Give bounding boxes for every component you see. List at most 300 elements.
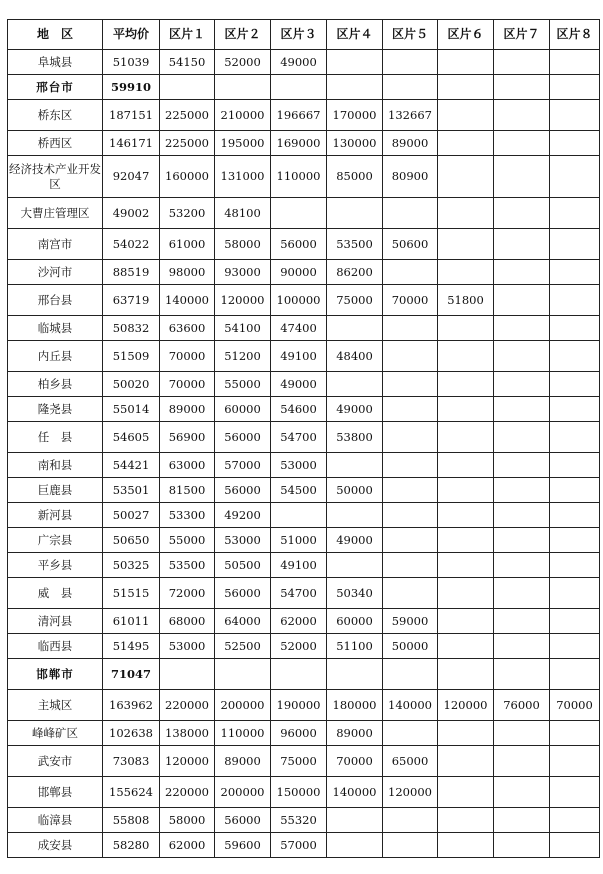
zone-2-cell: 49200: [215, 503, 271, 528]
zone-8-cell: [550, 478, 600, 503]
zone-1-cell: 55000: [160, 528, 215, 553]
zone-4-cell: [327, 503, 383, 528]
header-region: 地 区: [8, 20, 103, 50]
zone-2-cell: 200000: [215, 690, 271, 721]
zone-3-cell: 54700: [271, 422, 327, 453]
zone-2-cell: 56000: [215, 578, 271, 609]
zone-3-cell: 90000: [271, 260, 327, 285]
zone-4-cell: [327, 316, 383, 341]
zone-7-cell: [494, 721, 550, 746]
zone-3-cell: [271, 659, 327, 690]
zone-2-cell: 55000: [215, 372, 271, 397]
table-row: [8, 229, 600, 260]
zone-3-cell: 169000: [271, 131, 327, 156]
zone-8-cell: [550, 50, 600, 75]
zone-3-cell: [271, 503, 327, 528]
table-row: [8, 634, 600, 659]
zone-1-cell: 53000: [160, 634, 215, 659]
zone-7-cell: [494, 260, 550, 285]
table-row: [8, 690, 600, 721]
zone-4-cell: 70000: [327, 746, 383, 777]
average-price-cell: 50650: [103, 528, 160, 553]
zone-1-cell: 56900: [160, 422, 215, 453]
zone-4-cell: 140000: [327, 777, 383, 808]
zone-1-cell: 53500: [160, 553, 215, 578]
zone-7-cell: [494, 453, 550, 478]
table-row: [8, 746, 600, 777]
region-cell: 武安市: [8, 746, 103, 777]
zone-4-cell: 170000: [327, 100, 383, 131]
zone-1-cell: 72000: [160, 578, 215, 609]
zone-7-cell: [494, 156, 550, 198]
zone-5-cell: [383, 316, 438, 341]
zone-8-cell: [550, 100, 600, 131]
zone-5-cell: [383, 50, 438, 75]
zone-3-cell: [271, 198, 327, 229]
zone-4-cell: 85000: [327, 156, 383, 198]
zone-3-cell: 62000: [271, 609, 327, 634]
table-row: [8, 422, 600, 453]
zone-4-cell: [327, 453, 383, 478]
zone-4-cell: 75000: [327, 285, 383, 316]
average-price-cell: 59910: [103, 75, 160, 100]
zone-1-cell: 140000: [160, 285, 215, 316]
zone-3-cell: 49000: [271, 372, 327, 397]
zone-2-cell: 59600: [215, 833, 271, 858]
zone-1-cell: 62000: [160, 833, 215, 858]
zone-2-cell: 60000: [215, 397, 271, 422]
zone-1-cell: 120000: [160, 746, 215, 777]
zone-5-cell: [383, 397, 438, 422]
zone-6-cell: [438, 422, 494, 453]
zone-7-cell: [494, 634, 550, 659]
zone-5-cell: [383, 341, 438, 372]
region-cell: 阜城县: [8, 50, 103, 75]
zone-6-cell: [438, 198, 494, 229]
average-price-cell: 54022: [103, 229, 160, 260]
zone-5-cell: 65000: [383, 746, 438, 777]
average-price-cell: 146171: [103, 131, 160, 156]
zone-2-cell: 58000: [215, 229, 271, 260]
average-price-cell: 155624: [103, 777, 160, 808]
header-zone-2: 区片２: [215, 20, 271, 50]
table-row: [8, 131, 600, 156]
zone-4-cell: [327, 833, 383, 858]
header-zone-4: 区片４: [327, 20, 383, 50]
zone-6-cell: [438, 609, 494, 634]
zone-7-cell: [494, 131, 550, 156]
zone-5-cell: 120000: [383, 777, 438, 808]
zone-4-cell: [327, 50, 383, 75]
zone-4-cell: 53800: [327, 422, 383, 453]
zone-4-cell: [327, 75, 383, 100]
zone-8-cell: [550, 659, 600, 690]
zone-5-cell: [383, 198, 438, 229]
average-price-cell: 55808: [103, 808, 160, 833]
zone-6-cell: [438, 777, 494, 808]
zone-7-cell: 76000: [494, 690, 550, 721]
average-price-cell: 54605: [103, 422, 160, 453]
zone-7-cell: [494, 397, 550, 422]
zone-7-cell: [494, 553, 550, 578]
zone-3-cell: 52000: [271, 634, 327, 659]
table-row: [8, 198, 600, 229]
average-price-cell: 58280: [103, 833, 160, 858]
zone-2-cell: 57000: [215, 453, 271, 478]
zone-3-cell: 54600: [271, 397, 327, 422]
zone-1-cell: 70000: [160, 341, 215, 372]
zone-5-cell: [383, 478, 438, 503]
zone-7-cell: [494, 198, 550, 229]
region-cell: 邢台县: [8, 285, 103, 316]
average-price-cell: 88519: [103, 260, 160, 285]
zone-2-cell: 93000: [215, 260, 271, 285]
table-row: [8, 156, 600, 198]
zone-5-cell: [383, 528, 438, 553]
zone-4-cell: 50340: [327, 578, 383, 609]
zone-4-cell: 60000: [327, 609, 383, 634]
zone-6-cell: [438, 229, 494, 260]
zone-4-cell: [327, 372, 383, 397]
zone-2-cell: 56000: [215, 422, 271, 453]
zone-3-cell: 54500: [271, 478, 327, 503]
region-cell: 主城区: [8, 690, 103, 721]
zone-5-cell: [383, 659, 438, 690]
zone-5-cell: [383, 553, 438, 578]
zone-3-cell: 100000: [271, 285, 327, 316]
zone-1-cell: 138000: [160, 721, 215, 746]
zone-1-cell: 63000: [160, 453, 215, 478]
region-cell: 南宫市: [8, 229, 103, 260]
zone-7-cell: [494, 746, 550, 777]
zone-6-cell: [438, 578, 494, 609]
zone-6-cell: [438, 453, 494, 478]
zone-6-cell: [438, 260, 494, 285]
zone-2-cell: 52000: [215, 50, 271, 75]
zone-4-cell: [327, 553, 383, 578]
zone-6-cell: [438, 746, 494, 777]
zone-1-cell: 53200: [160, 198, 215, 229]
region-cell: 邢台市: [8, 75, 103, 100]
average-price-cell: 51495: [103, 634, 160, 659]
table-row: [8, 777, 600, 808]
zone-5-cell: [383, 503, 438, 528]
zone-4-cell: 51100: [327, 634, 383, 659]
zone-1-cell: [160, 75, 215, 100]
zone-6-cell: [438, 833, 494, 858]
zone-4-cell: 48400: [327, 341, 383, 372]
zone-8-cell: [550, 372, 600, 397]
region-cell: 桥东区: [8, 100, 103, 131]
table-row: [8, 808, 600, 833]
zone-1-cell: 63600: [160, 316, 215, 341]
zone-8-cell: [550, 422, 600, 453]
zone-8-cell: [550, 553, 600, 578]
header-zone-7: 区片７: [494, 20, 550, 50]
zone-5-cell: 70000: [383, 285, 438, 316]
zone-2-cell: 89000: [215, 746, 271, 777]
region-cell: 广宗县: [8, 528, 103, 553]
zone-3-cell: 49000: [271, 50, 327, 75]
zone-7-cell: [494, 659, 550, 690]
zone-8-cell: [550, 503, 600, 528]
average-price-cell: 55014: [103, 397, 160, 422]
region-cell: 南和县: [8, 453, 103, 478]
zone-6-cell: [438, 397, 494, 422]
zone-8-cell: [550, 131, 600, 156]
zone-6-cell: [438, 131, 494, 156]
zone-2-cell: [215, 75, 271, 100]
zone-8-cell: [550, 777, 600, 808]
zone-8-cell: [550, 229, 600, 260]
zone-8-cell: [550, 75, 600, 100]
region-cell: 成安县: [8, 833, 103, 858]
zone-5-cell: 89000: [383, 131, 438, 156]
average-price-cell: 71047: [103, 659, 160, 690]
region-cell: 临漳县: [8, 808, 103, 833]
zone-6-cell: [438, 721, 494, 746]
zone-4-cell: 49000: [327, 397, 383, 422]
zone-1-cell: 58000: [160, 808, 215, 833]
zone-5-cell: [383, 453, 438, 478]
zone-1-cell: 68000: [160, 609, 215, 634]
table-row: [8, 553, 600, 578]
zone-3-cell: 53000: [271, 453, 327, 478]
zone-3-cell: 49100: [271, 341, 327, 372]
zone-6-cell: 51800: [438, 285, 494, 316]
zone-5-cell: [383, 372, 438, 397]
average-price-cell: 50020: [103, 372, 160, 397]
zone-7-cell: [494, 777, 550, 808]
zone-3-cell: 75000: [271, 746, 327, 777]
average-price-cell: 54421: [103, 453, 160, 478]
header-zone-3: 区片３: [271, 20, 327, 50]
zone-2-cell: 51200: [215, 341, 271, 372]
zone-3-cell: 190000: [271, 690, 327, 721]
region-cell: 任 县: [8, 422, 103, 453]
average-price-cell: 50832: [103, 316, 160, 341]
zone-5-cell: 140000: [383, 690, 438, 721]
zone-4-cell: 86200: [327, 260, 383, 285]
zone-6-cell: 120000: [438, 690, 494, 721]
zone-6-cell: [438, 75, 494, 100]
average-price-cell: 49002: [103, 198, 160, 229]
region-cell: 巨鹿县: [8, 478, 103, 503]
zone-5-cell: [383, 578, 438, 609]
zone-4-cell: 49000: [327, 528, 383, 553]
zone-1-cell: 225000: [160, 131, 215, 156]
zone-8-cell: [550, 634, 600, 659]
table-row: [8, 316, 600, 341]
table-row: [8, 453, 600, 478]
zone-6-cell: [438, 659, 494, 690]
land-price-table: [7, 19, 600, 858]
zone-2-cell: 210000: [215, 100, 271, 131]
zone-5-cell: [383, 808, 438, 833]
average-price-cell: 50325: [103, 553, 160, 578]
zone-8-cell: [550, 746, 600, 777]
region-cell: 峰峰矿区: [8, 721, 103, 746]
zone-1-cell: 220000: [160, 690, 215, 721]
zone-1-cell: 61000: [160, 229, 215, 260]
zone-5-cell: [383, 721, 438, 746]
zone-3-cell: 51000: [271, 528, 327, 553]
zone-2-cell: 56000: [215, 478, 271, 503]
zone-2-cell: 120000: [215, 285, 271, 316]
zone-6-cell: [438, 341, 494, 372]
city-row: [8, 659, 600, 690]
zone-6-cell: [438, 316, 494, 341]
zone-1-cell: 81500: [160, 478, 215, 503]
zone-7-cell: [494, 316, 550, 341]
zone-3-cell: 57000: [271, 833, 327, 858]
average-price-cell: 187151: [103, 100, 160, 131]
zone-7-cell: [494, 808, 550, 833]
average-price-cell: 92047: [103, 156, 160, 198]
region-cell: 隆尧县: [8, 397, 103, 422]
zone-7-cell: [494, 229, 550, 260]
zone-3-cell: 150000: [271, 777, 327, 808]
zone-1-cell: 98000: [160, 260, 215, 285]
zone-5-cell: 59000: [383, 609, 438, 634]
zone-2-cell: 56000: [215, 808, 271, 833]
header-average-price: 平均价: [103, 20, 160, 50]
zone-4-cell: 50000: [327, 478, 383, 503]
zone-8-cell: [550, 397, 600, 422]
table-row: [8, 833, 600, 858]
zone-6-cell: [438, 478, 494, 503]
header-row: [8, 20, 600, 50]
zone-7-cell: [494, 100, 550, 131]
table-row: [8, 50, 600, 75]
zone-1-cell: [160, 659, 215, 690]
average-price-cell: 51509: [103, 341, 160, 372]
zone-6-cell: [438, 100, 494, 131]
table-row: [8, 397, 600, 422]
zone-3-cell: 56000: [271, 229, 327, 260]
zone-4-cell: 53500: [327, 229, 383, 260]
zone-7-cell: [494, 285, 550, 316]
average-price-cell: 61011: [103, 609, 160, 634]
zone-1-cell: 220000: [160, 777, 215, 808]
zone-8-cell: [550, 528, 600, 553]
zone-7-cell: [494, 609, 550, 634]
zone-8-cell: 70000: [550, 690, 600, 721]
zone-2-cell: 50500: [215, 553, 271, 578]
zone-6-cell: [438, 503, 494, 528]
region-cell: 柏乡县: [8, 372, 103, 397]
zone-8-cell: [550, 609, 600, 634]
zone-4-cell: 180000: [327, 690, 383, 721]
zone-3-cell: 49100: [271, 553, 327, 578]
zone-5-cell: [383, 422, 438, 453]
zone-6-cell: [438, 50, 494, 75]
zone-1-cell: 54150: [160, 50, 215, 75]
zone-5-cell: 50000: [383, 634, 438, 659]
zone-1-cell: 89000: [160, 397, 215, 422]
table-row: [8, 341, 600, 372]
zone-6-cell: [438, 156, 494, 198]
zone-7-cell: [494, 528, 550, 553]
zone-2-cell: 200000: [215, 777, 271, 808]
region-cell: 内丘县: [8, 341, 103, 372]
zone-3-cell: 96000: [271, 721, 327, 746]
table-row: [8, 285, 600, 316]
header-zone-5: 区片５: [383, 20, 438, 50]
average-price-cell: 73083: [103, 746, 160, 777]
zone-6-cell: [438, 634, 494, 659]
zone-7-cell: [494, 478, 550, 503]
zone-8-cell: [550, 721, 600, 746]
average-price-cell: 51039: [103, 50, 160, 75]
table-row: [8, 100, 600, 131]
average-price-cell: 102638: [103, 721, 160, 746]
region-cell: 威 县: [8, 578, 103, 609]
zone-8-cell: [550, 285, 600, 316]
zone-5-cell: 80900: [383, 156, 438, 198]
zone-8-cell: [550, 453, 600, 478]
table-row: [8, 260, 600, 285]
zone-5-cell: [383, 260, 438, 285]
zone-5-cell: [383, 75, 438, 100]
zone-2-cell: 64000: [215, 609, 271, 634]
header-zone-8: 区片８: [550, 20, 600, 50]
zone-3-cell: 47400: [271, 316, 327, 341]
zone-8-cell: [550, 316, 600, 341]
region-cell: 平乡县: [8, 553, 103, 578]
zone-7-cell: [494, 75, 550, 100]
zone-3-cell: 54700: [271, 578, 327, 609]
zone-7-cell: [494, 833, 550, 858]
zone-6-cell: [438, 808, 494, 833]
zone-2-cell: 195000: [215, 131, 271, 156]
table-row: [8, 578, 600, 609]
region-cell: 临城县: [8, 316, 103, 341]
zone-8-cell: [550, 156, 600, 198]
average-price-cell: 63719: [103, 285, 160, 316]
zone-6-cell: [438, 528, 494, 553]
region-cell: 邯郸市: [8, 659, 103, 690]
zone-1-cell: 160000: [160, 156, 215, 198]
header-zone-6: 区片６: [438, 20, 494, 50]
zone-4-cell: 89000: [327, 721, 383, 746]
zone-8-cell: [550, 578, 600, 609]
zone-2-cell: [215, 659, 271, 690]
zone-5-cell: [383, 833, 438, 858]
region-cell: 邯郸县: [8, 777, 103, 808]
zone-2-cell: 48100: [215, 198, 271, 229]
table-row: [8, 372, 600, 397]
zone-7-cell: [494, 578, 550, 609]
average-price-cell: 51515: [103, 578, 160, 609]
zone-2-cell: 110000: [215, 721, 271, 746]
average-price-cell: 53501: [103, 478, 160, 503]
zone-4-cell: [327, 808, 383, 833]
zone-8-cell: [550, 260, 600, 285]
zone-1-cell: 70000: [160, 372, 215, 397]
zone-3-cell: 110000: [271, 156, 327, 198]
zone-7-cell: [494, 50, 550, 75]
zone-8-cell: [550, 341, 600, 372]
table-row: [8, 478, 600, 503]
zone-2-cell: 52500: [215, 634, 271, 659]
table-row: [8, 721, 600, 746]
zone-6-cell: [438, 372, 494, 397]
zone-5-cell: 50600: [383, 229, 438, 260]
zone-4-cell: 130000: [327, 131, 383, 156]
zone-7-cell: [494, 341, 550, 372]
average-price-cell: 163962: [103, 690, 160, 721]
